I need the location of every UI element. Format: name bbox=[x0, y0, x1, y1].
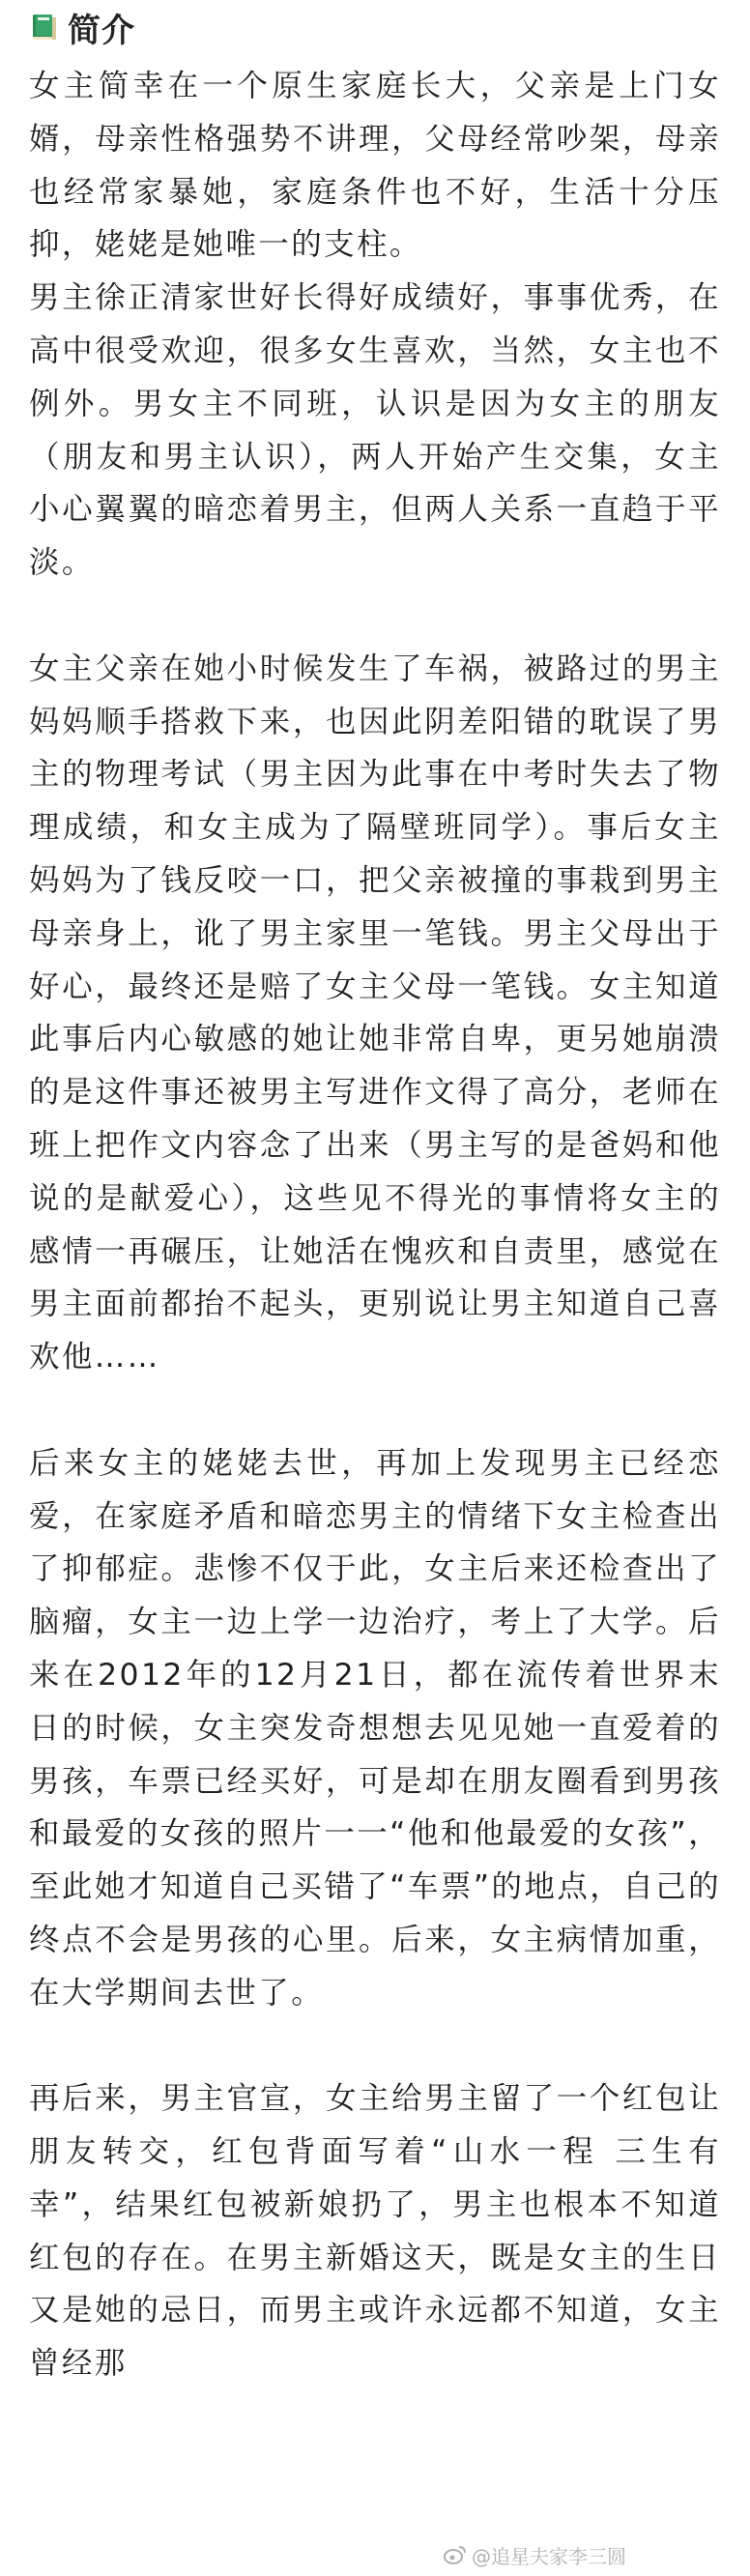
paragraph-3: 女主父亲在她小时候发生了车祸，被路过的男主妈妈顺手搭救下来，也因此阴差阳错的耽误了男主的物理考试（男主因为此事在中考时失去了物理成绩，和女主成为了隔壁班同学）。事后女主妈妈为了钱反咬一口，把父亲被撞的事栽到男主母亲身上，讹了男主家里一笔钱。男主父母出于好心，最终还是赔了女主父母一笔钱。女主知道此事后内心敏感的她让她非常自卑，更另她崩溃的是这件事还被男主写进作文得了高分，老师在班上把作文内容念了出来（男主写的是爸妈和他说的是献爱心），这些见不得光的事情将女主的感情一再碾压，让她活在愧疚和自责里，感觉在男主面前都抬不起头，更别说让男主知道自己喜欢他…… bbox=[29, 651, 721, 1375]
paragraph-4: 后来女主的姥姥去世，再加上发现男主已经恋爱，在家庭矛盾和暗恋男主的情绪下女主检查出了抑郁症。悲惨不仅于此，女主后来还检查出了脑瘤，女主一边上学一边治疗，考上了大学。后来在2012年的12月21日，都在流传着世界末日的时候，女主突发奇想想去见见她一直爱着的男孩，车票已经买好，可是却在朋友圈看到男孩和最爱的女孩的照片一一“他和他最爱的女孩”，至此她才知道自己买错了“车票”的地点，自己的终点不会是男孩的心里。后来，女主病情加重，在大学期间去世了。 bbox=[29, 1445, 721, 2011]
section-header bbox=[29, 8, 135, 50]
section-title: 简介 bbox=[68, 11, 135, 50]
paragraph-gap bbox=[29, 590, 721, 643]
weibo-logo-icon bbox=[443, 2544, 468, 2565]
paragraph-2: 男主徐正清家世好长得好成绩好，事事优秀，在高中很受欢迎，很多女生喜欢，当然，女主也不例外。男女主不同班，认识是因为女主的朋友（朋友和男主认识），两人开始产生交集，女主小心翼翼的暗恋着男主，但两人关系一直趋于平淡。 bbox=[29, 280, 721, 581]
watermark-text: @追星夫家李三圆 bbox=[472, 2544, 626, 2568]
book-icon bbox=[29, 12, 60, 43]
synopsis-body bbox=[29, 60, 721, 2390]
watermark bbox=[443, 2540, 626, 2569]
paragraph-gap bbox=[29, 2019, 721, 2072]
paragraph-1: 女主简幸在一个原生家庭长大，父亲是上门女婿，母亲性格强势不讲理，父母经常吵架，母亲也经常家暴她，家庭条件也不好，生活十分压抑，姥姥是她唯一的支柱。 bbox=[29, 69, 721, 263]
paragraph-gap bbox=[29, 1384, 721, 1437]
paragraph-5: 再后来，男主官宣，女主给男主留了一个红包让朋友转交，红包背面写着“山水一程 三生有幸”，结果红包被新娘扔了，男主也根本不知道红包的存在。在男主新婚这天，既是女主的生日又是她的忌日，而男主或许永远都不知道，女主曾经那 bbox=[29, 2081, 721, 2382]
